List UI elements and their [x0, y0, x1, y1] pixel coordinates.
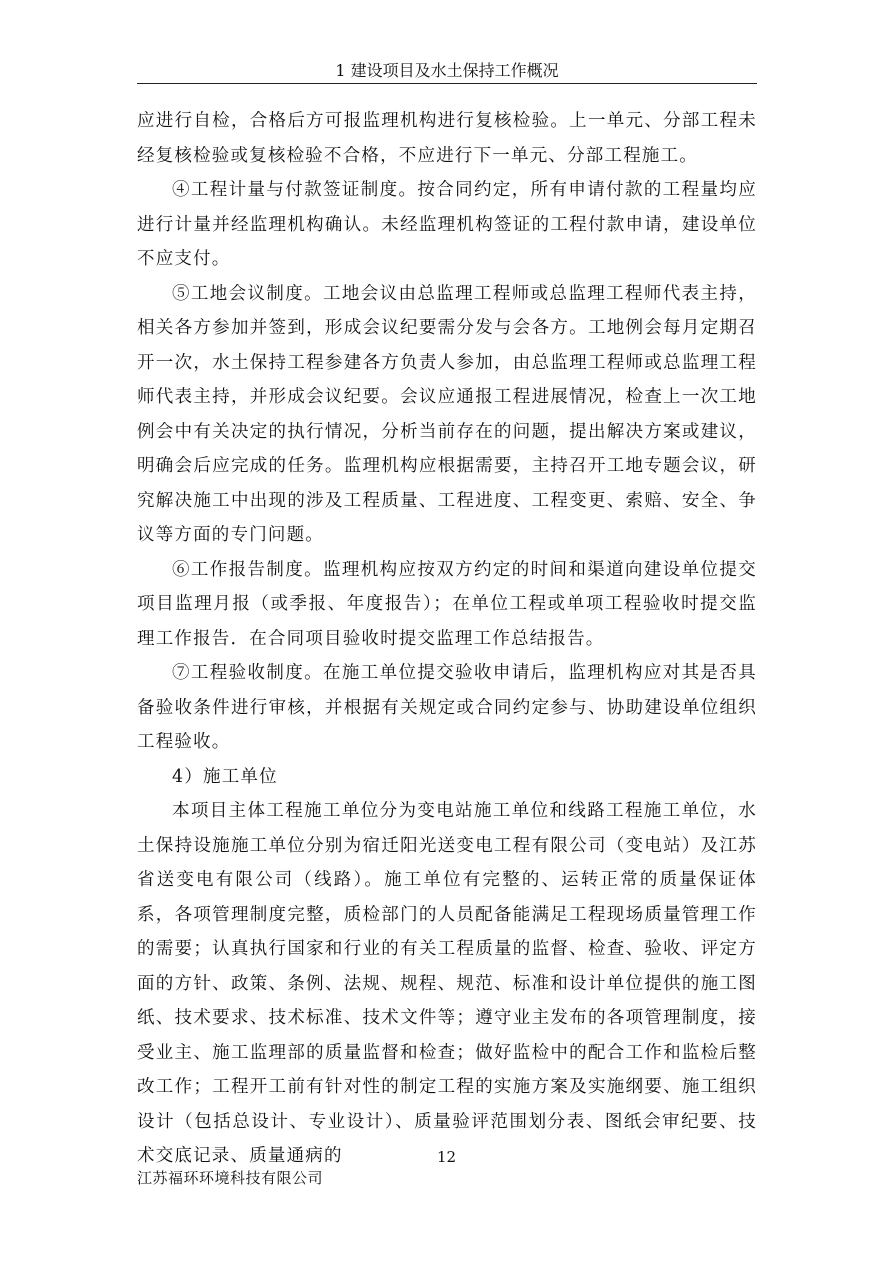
paragraph-site-meeting: ⑤工地会议制度。工地会议由总监理工程师或总监理工程师代表主持，相关各方参加并签到，形成会议纪要需分发与会各方。工地例会每月定期召开一次，水土保持工程参建各方负责人参加，由总监理工程师或总监理工程师代表主持，并形成会议纪要。会议应通报工程进展情况，检查上一次工地例会中有关决定的执行情况，分析当前存在的问题，提出解决方案或建议，明确会后应完成的任务。监理机构应根据需要，主持召开工地专题会议，研究解决施工中出现的涉及工程质量、工程进度、工程变更、索赔、安全、争议等方面的专门问题。 [137, 283, 757, 545]
paragraph-continuation: 应进行自检，合格后方可报监理机构进行复核检验。上一单元、分部工程未经复核检验或复核检验不合格，不应进行下一单元、分部工程施工。 [137, 111, 757, 166]
footer-company: 江苏福环环境科技有限公司 [137, 1169, 324, 1187]
paragraph-measurement-payment: ④工程计量与付款签证制度。按合同约定，所有申请付款的工程量均应进行计量并经监理机构确认。未经监理机构签证的工程付款申请，建设单位不应支付。 [137, 180, 757, 269]
running-header: 1 建设项目及水土保持工作概况 [335, 61, 559, 80]
page-number: 12 [436, 1148, 457, 1166]
paragraph-work-report: ⑥工作报告制度。监理机构应按双方约定的时间和渠道向建设单位提交项目监理月报（或季报、年度报告）；在单位工程或单项工程验收时提交监理工作报告．在合同项目验收时提交监理工作总结报告。 [137, 559, 757, 649]
paragraph-construction-unit: 本项目主体工程施工单位分为变电站施工单位和线路工程施工单位，水土保持设施施工单位分别为宿迁阳光送变电工程有限公司（变电站）及江苏省送变电有限公司（线路）。施工单位有完整的、运转正常的质量保证体系，各项管理制度完整，质检部门的人员配备能满足工程现场质量管理工作的需要；认真执行国家和行业的有关工程质量的监督、检查、验收、评定方面的方针、政策、条例、法规、规程、规范、标准和设计单位提供的施工图纸、技术要求、技术标准、技术文件等；遵守业主发布的各项管理制度，接受业主、施工监理部的质量监督和检查；做好监检中的配合工作和监检后整改工作；工程开工前有针对性的制定工程的实施方案及实施纲要、施工组织设计（包括总设计、专业设计）、质量验评范围划分表、图纸会审纪要、技术交底记录、质量通病的 [137, 801, 757, 1166]
body-text [137, 104, 757, 1174]
header-rule [137, 83, 757, 84]
paragraph-acceptance: ⑦工程验收制度。在施工单位提交验收申请后，监理机构应对其是否具备验收条件进行审核，并根据有关规定或合同约定参与、协助建设单位组织工程验收。 [137, 663, 757, 752]
section-heading-construction-unit: 4）施工单位 [172, 766, 278, 787]
